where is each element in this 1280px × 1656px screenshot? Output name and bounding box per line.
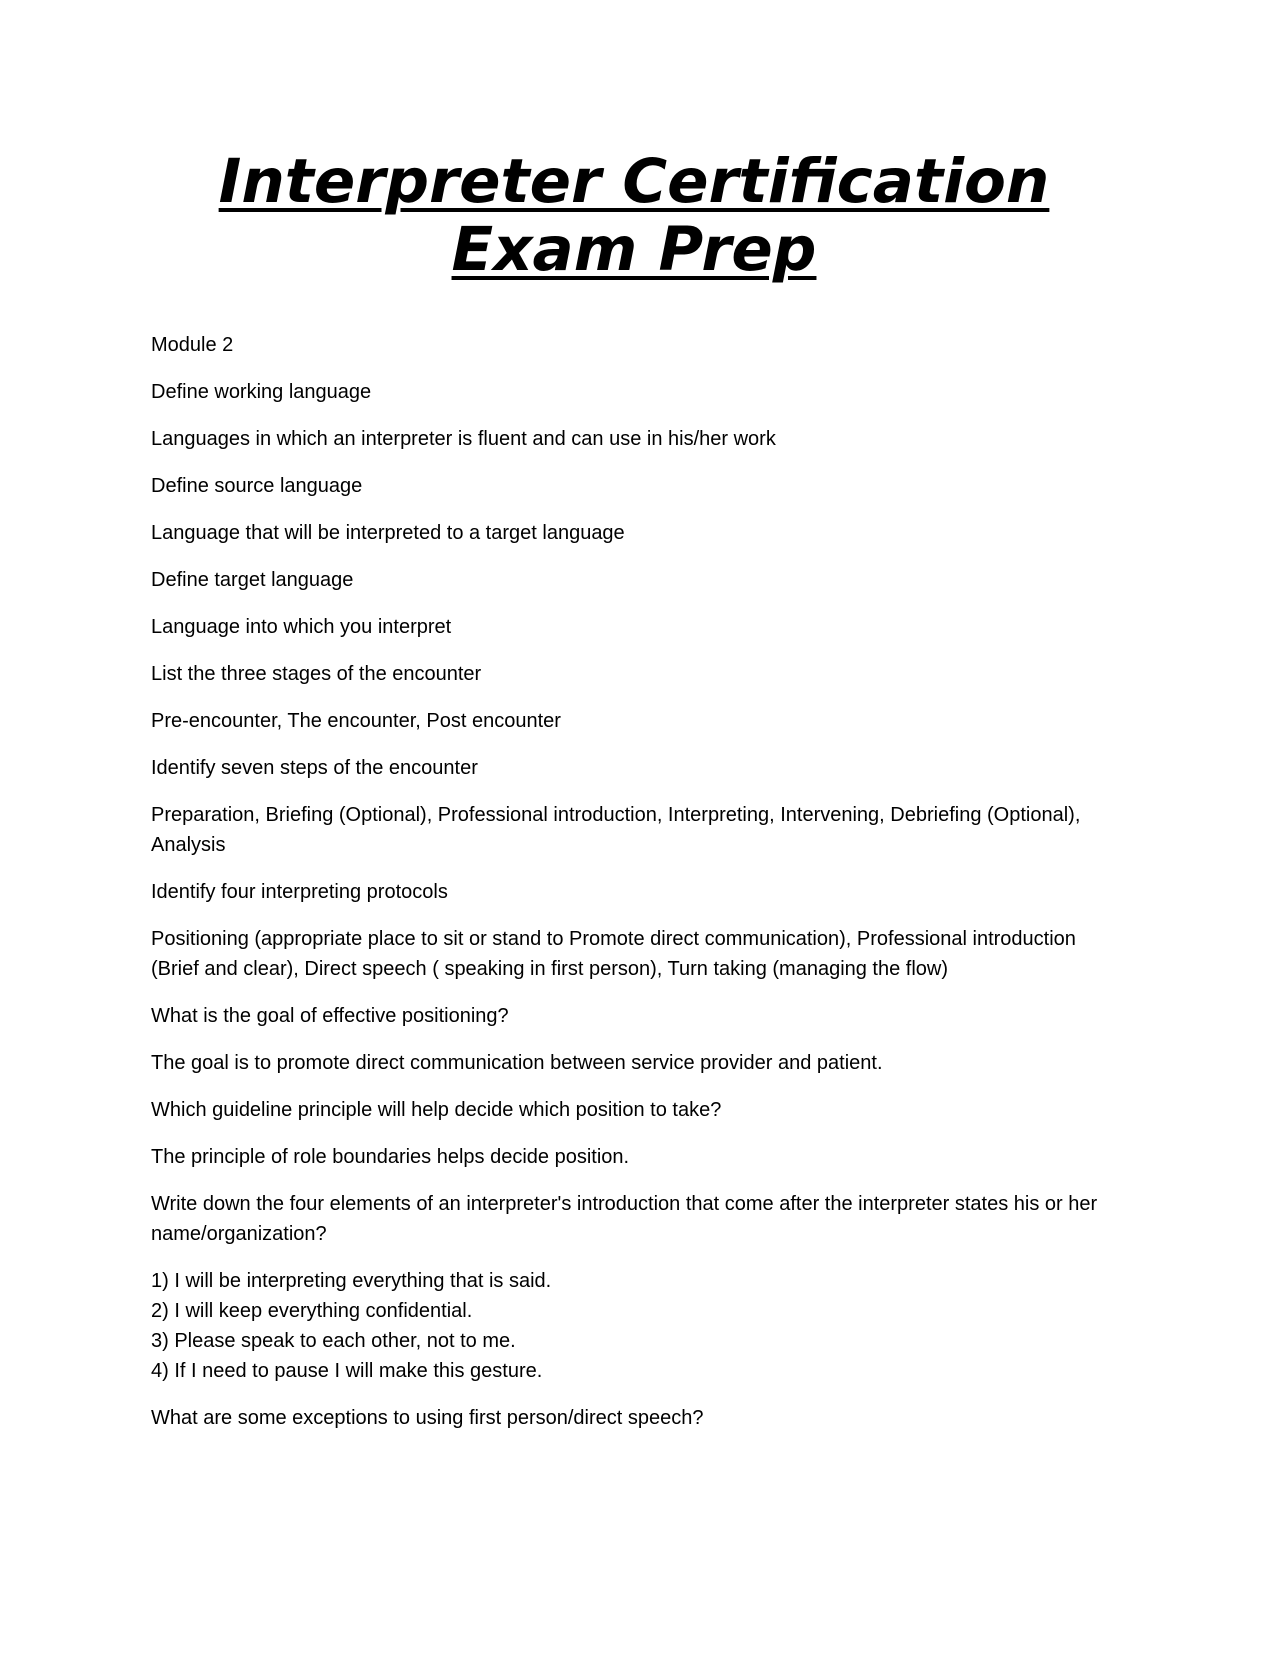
answer: Preparation, Briefing (Optional), Professional introduction, Interpreting, Intervening, Debriefing (Optional), Analysis: [151, 804, 1081, 856]
question: Write down the four elements of an interpreter's introduction that come after the interpreter states his or her name/organization?: [151, 1193, 1098, 1245]
list-item: 4) If I need to pause I will make this gesture.: [151, 1360, 543, 1382]
answer: Pre-encounter, The encounter, Post encounter: [151, 710, 561, 732]
answer: Language into which you interpret: [151, 616, 452, 638]
answer: Positioning (appropriate place to sit or stand to Promote direct communication), Professional introduction (Brief and clear), Direct speech ( speaking in first person), Turn taking (managing the flow): [151, 928, 1076, 980]
section-heading: Module 2: [151, 334, 234, 356]
list-item: 2) I will keep everything confidential.: [151, 1300, 473, 1322]
answer: The principle of role boundaries helps decide position.: [151, 1146, 630, 1168]
question: Identify four interpreting protocols: [151, 881, 448, 903]
question: What are some exceptions to using first person/direct speech?: [151, 1407, 704, 1429]
introduction-elements-list: [151, 1266, 1117, 1386]
answer: Language that will be interpreted to a target language: [151, 522, 625, 544]
question: List the three stages of the encounter: [151, 663, 482, 685]
question: Identify seven steps of the encounter: [151, 757, 478, 779]
answer: Languages in which an interpreter is fluent and can use in his/her work: [151, 428, 776, 450]
list-item: 1) I will be interpreting everything that is said.: [151, 1270, 552, 1292]
question: Which guideline principle will help decide which position to take?: [151, 1099, 722, 1121]
document-page: [151, 148, 1117, 1450]
list-item: 3) Please speak to each other, not to me.: [151, 1330, 516, 1352]
document-title: Interpreter Certification Exam Prep: [218, 146, 1050, 285]
question: Define working language: [151, 381, 372, 403]
question: What is the goal of effective positioning?: [151, 1005, 509, 1027]
answer: The goal is to promote direct communication between service provider and patient.: [151, 1052, 883, 1074]
question: Define target language: [151, 569, 354, 591]
question: Define source language: [151, 475, 363, 497]
